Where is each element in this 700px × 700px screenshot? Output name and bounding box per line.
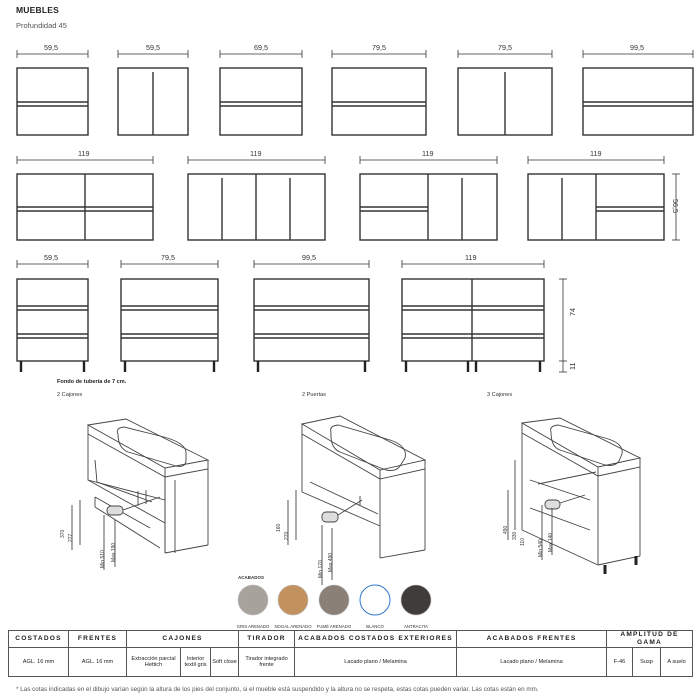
- value-costados: AGL. 16 mm: [9, 648, 69, 677]
- dim-width: 119: [422, 149, 434, 158]
- dim-height: 74: [568, 308, 577, 316]
- caption-2-cajones: 2 Cajones: [57, 392, 83, 398]
- footnote: * Las cotas indicadas en el dibujo varían según la altura de los pies del conjunto, si el mueble está suspendido y la altura no se respeta, estas cotas pueden variar. Las cotas están en mm.: [16, 686, 539, 693]
- dim-width: 119: [465, 253, 477, 262]
- header-costados: COSTADOS: [9, 631, 69, 648]
- iso-dim: 277: [68, 533, 74, 542]
- finish-swatch: [401, 585, 431, 615]
- finish-swatches: [238, 585, 431, 615]
- iso-dim: Min 510: [100, 550, 106, 568]
- dim-width: 79,5: [372, 43, 386, 52]
- iso-dim: 160: [276, 523, 282, 532]
- dim-width: 119: [78, 149, 90, 158]
- dim-width: 79,5: [498, 43, 512, 52]
- dim-width: 59,5: [146, 43, 160, 52]
- value-cajones: Interior textil gris: [181, 648, 211, 677]
- value-gama: Susp: [633, 648, 661, 677]
- value-gama: F-46: [607, 648, 633, 677]
- iso-dim: Min 540: [538, 539, 544, 557]
- page-title: MUEBLES: [16, 5, 59, 15]
- iso-dim: 330: [512, 531, 518, 540]
- header-frentes: FRENTES: [69, 631, 127, 648]
- value-cajones: Extracción parcial Hettich: [127, 648, 181, 677]
- dim-width: 119: [250, 149, 262, 158]
- finish-swatch: [278, 585, 308, 615]
- iso-dim: Min 170: [318, 560, 324, 578]
- dim-width: 59,5: [44, 43, 58, 52]
- iso-dim: 270: [284, 531, 290, 540]
- value-tirador: Tirador integrado frente: [239, 648, 295, 677]
- finish-swatch: [238, 585, 268, 615]
- iso-dim: 110: [520, 538, 526, 546]
- iso-dim: 490: [503, 525, 509, 534]
- finish-label: GRIS ARENADO: [236, 624, 270, 629]
- value-cajones: Soft close: [211, 648, 239, 677]
- finishes-label: ACABADOS: [238, 575, 265, 580]
- dim-width: 79,5: [161, 253, 175, 262]
- finish-swatch: [360, 585, 390, 615]
- pipe-note: Fondo de tubería de 7 cm.: [57, 379, 127, 385]
- dim-width: 59,5: [44, 253, 58, 262]
- iso-dim: 370: [60, 529, 66, 538]
- iso-dim: Max 190: [111, 542, 117, 562]
- header-cajones: CAJONES: [127, 631, 239, 648]
- finish-label: BLANCO: [366, 624, 384, 629]
- dim-width: 119: [590, 149, 602, 158]
- dim-width: 99,5: [302, 253, 316, 262]
- value-frentes: AGL. 16 mm: [69, 648, 127, 677]
- value-acabados-costados: Lacado plano / Melamina: [295, 648, 457, 677]
- caption-3-cajones: 3 Cajones: [487, 392, 513, 398]
- finish-label: FUMÉ ARENADO: [316, 624, 352, 629]
- header-acabados-costados: ACABADOS COSTADOS EXTERIORES: [295, 631, 457, 648]
- dim-width: 69,5: [254, 43, 268, 52]
- iso-dim: Max 140: [548, 532, 554, 552]
- value-gama: A suelo: [661, 648, 693, 677]
- value-acabados-frentes: Lacado plano / Melamina: [457, 648, 607, 677]
- spec-table: [8, 630, 693, 677]
- dim-width: 99,5: [630, 43, 644, 52]
- caption-2-puertas: 2 Puertas: [302, 392, 326, 398]
- header-acabados-frentes: ACABADOS FRENTES: [457, 631, 607, 648]
- dim-height: 56,5: [671, 199, 680, 213]
- finish-label: ANTRACITA: [403, 624, 429, 629]
- iso-dim: Max 490: [328, 552, 334, 572]
- finish-label: NOGAL ARENADO: [274, 624, 312, 629]
- page-subtitle: Profundidad 45: [16, 21, 67, 30]
- dim-leg: 11: [568, 362, 577, 370]
- header-tirador: TIRADOR: [239, 631, 295, 648]
- header-amplitud-gama: AMPLITUD DE GAMA: [607, 631, 693, 648]
- finish-swatch: [319, 585, 349, 615]
